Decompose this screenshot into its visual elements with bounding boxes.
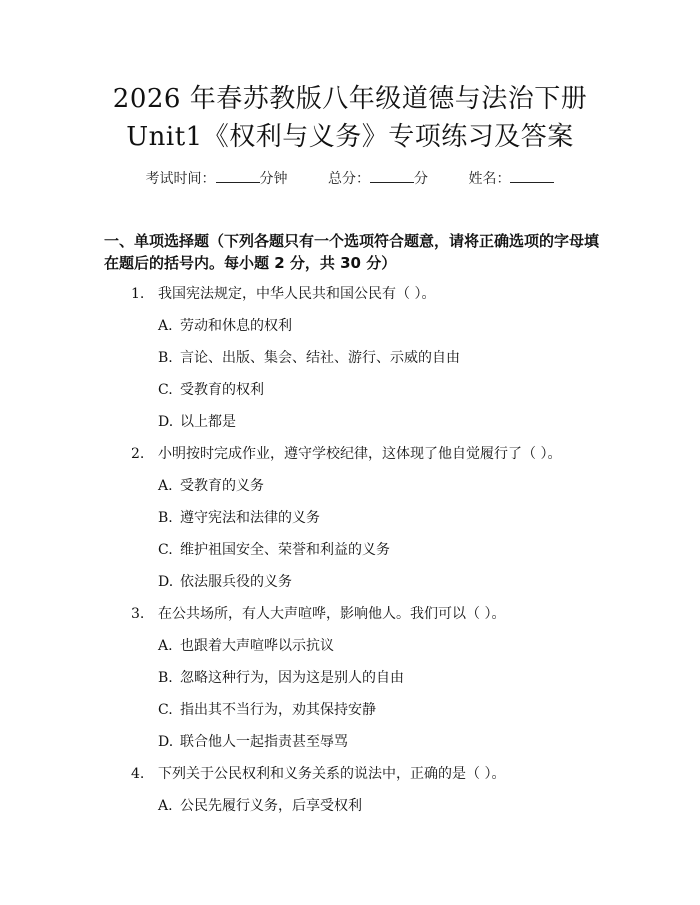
option-text: 劳动和休息的权利 bbox=[180, 318, 292, 334]
option-letter: A. bbox=[158, 478, 173, 494]
section-heading: 一、单项选择题（下列各题只有一个选项符合题意，请将正确选项的字母填在题后的括号内。每小题 2 分，共 30 分） bbox=[104, 232, 600, 272]
option bbox=[158, 349, 460, 367]
option bbox=[158, 317, 292, 335]
name-blank[interactable] bbox=[510, 170, 554, 183]
question-number: 3. bbox=[131, 606, 145, 622]
question-text: 在公共场所，有人大声喧哗，影响他人。我们可以（ ）。 bbox=[158, 606, 506, 622]
title-line-2: Unit1《权利与义务》专项练习及答案 bbox=[126, 122, 574, 152]
total-score-label: 总分： bbox=[328, 171, 370, 187]
option-letter: A. bbox=[158, 318, 173, 334]
option-letter: D. bbox=[158, 414, 174, 430]
option bbox=[158, 701, 376, 719]
option-letter: C. bbox=[158, 702, 173, 718]
option-text: 受教育的权利 bbox=[180, 382, 264, 398]
option-text: 依法服兵役的义务 bbox=[180, 574, 292, 590]
question-number: 4. bbox=[131, 766, 145, 782]
title-line-1: 2026 年春苏教版八年级道德与法治下册 bbox=[112, 84, 588, 114]
name-field bbox=[468, 171, 554, 187]
exam-time-unit: 分钟 bbox=[259, 171, 288, 187]
option-letter: A. bbox=[158, 638, 173, 654]
option bbox=[158, 797, 362, 815]
option-text: 遵守宪法和法律的义务 bbox=[180, 510, 320, 526]
option-letter: B. bbox=[158, 670, 173, 686]
question-text: 下列关于公民权利和义务关系的说法中，正确的是（ ）。 bbox=[158, 766, 506, 782]
option-letter: A. bbox=[158, 798, 173, 814]
option-letter: B. bbox=[158, 350, 173, 366]
question-number: 2. bbox=[131, 446, 145, 462]
option-text: 言论、出版、集会、结社、游行、示威的自由 bbox=[180, 350, 460, 366]
option-text: 也跟着大声喧哗以示抗议 bbox=[180, 638, 334, 654]
option-text: 受教育的义务 bbox=[180, 478, 264, 494]
option-text: 以上都是 bbox=[180, 414, 236, 430]
question bbox=[131, 445, 561, 463]
option-text: 忽略这种行为，因为这是别人的自由 bbox=[180, 670, 404, 686]
name-label: 姓名： bbox=[468, 171, 511, 187]
question bbox=[131, 605, 505, 623]
option-letter: C. bbox=[158, 382, 173, 398]
total-score-unit: 分 bbox=[414, 171, 428, 187]
option-letter: D. bbox=[158, 734, 174, 750]
option bbox=[158, 733, 348, 751]
exam-time-label: 考试时间： bbox=[145, 171, 216, 187]
option-text: 公民先履行义务，后享受权利 bbox=[180, 798, 362, 814]
option bbox=[158, 477, 264, 495]
exam-time-field bbox=[146, 171, 292, 187]
option bbox=[158, 637, 334, 655]
total-score-field bbox=[328, 171, 432, 187]
question bbox=[131, 285, 435, 303]
option bbox=[158, 381, 264, 399]
option-text: 指出其不当行为，劝其保持安静 bbox=[180, 702, 376, 718]
exam-info-line bbox=[0, 168, 700, 188]
option bbox=[158, 669, 404, 687]
question bbox=[131, 765, 505, 783]
option bbox=[158, 573, 292, 591]
question-text: 我国宪法规定，中华人民共和国公民有（ ）。 bbox=[158, 286, 436, 302]
question-number: 1. bbox=[131, 286, 145, 302]
option-letter: C. bbox=[158, 542, 173, 558]
option bbox=[158, 509, 320, 527]
option-letter: B. bbox=[158, 510, 173, 526]
option-text: 维护祖国安全、荣誉和利益的义务 bbox=[180, 542, 390, 558]
option-letter: D. bbox=[158, 574, 174, 590]
question-text: 小明按时完成作业，遵守学校纪律，这体现了他自觉履行了（ ）。 bbox=[158, 446, 562, 462]
option bbox=[158, 413, 236, 431]
exam-time-blank[interactable] bbox=[216, 170, 260, 183]
option bbox=[158, 541, 390, 559]
option-text: 联合他人一起指责甚至辱骂 bbox=[180, 734, 348, 750]
total-score-blank[interactable] bbox=[370, 170, 414, 183]
